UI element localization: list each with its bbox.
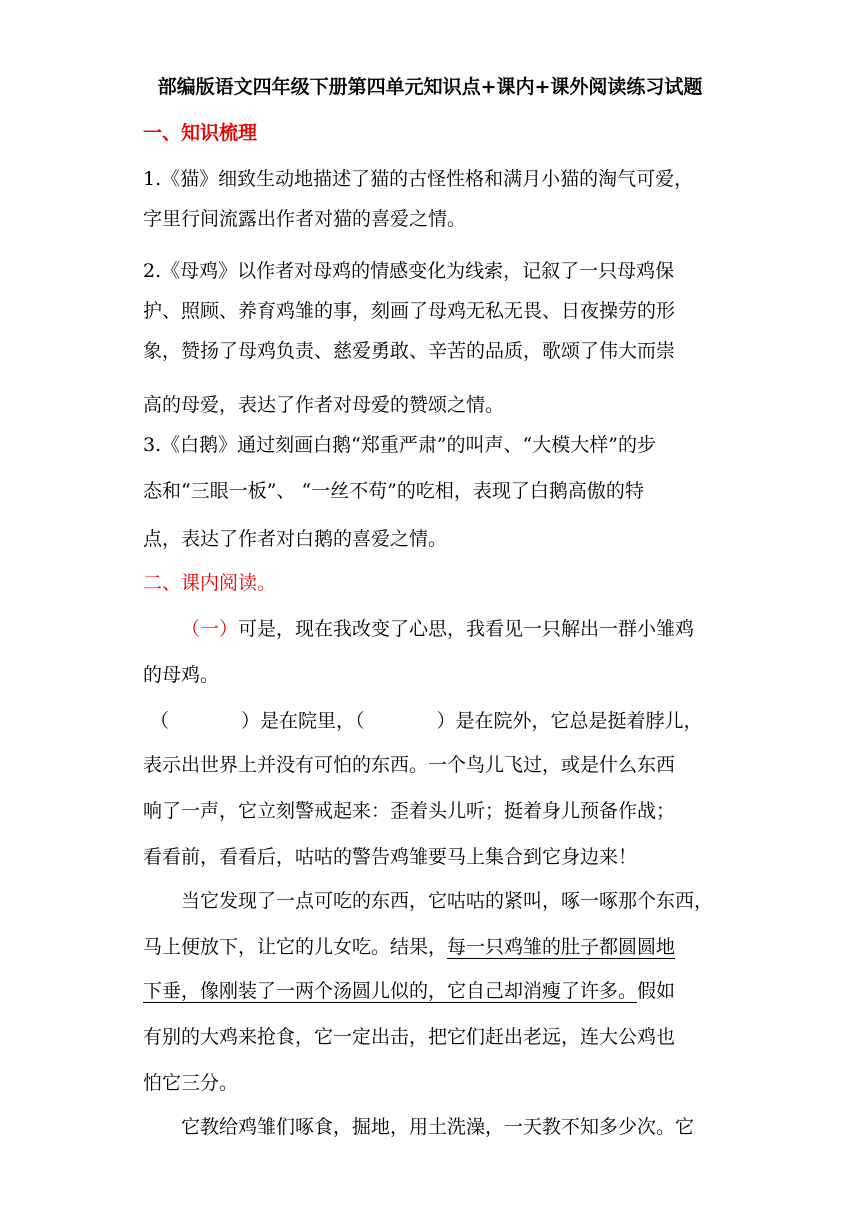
passage-text: 可是，现在我改变了心思，我看见一只解出一群小雏鸡 [238, 618, 695, 640]
paragraph-line: 高的母爱，表达了作者对母爱的赞颂之情。 [143, 394, 505, 416]
paragraph-line: 象，赞扬了母鸡负责、慈爱勇敢、辛苦的品质，歌颂了伟大而崇 [143, 340, 676, 362]
paragraph-line [143, 976, 675, 1006]
fill-blank-line [150, 706, 703, 736]
section-heading-reading: 二、课内阅读。 [143, 572, 277, 594]
blank-mid-text: ）是在院里，（ [241, 710, 365, 732]
paragraph-line: 当它发现了一点可吃的东西，它咕咕的紧叫，啄一啄那个东西， [181, 890, 714, 912]
paragraph-line: 的母鸡。 [143, 664, 220, 686]
paragraph-line: 怕它三分。 [143, 1072, 239, 1094]
paragraph-line: 响了一声，它立刻警戒起来：歪着头儿听；挺着身儿预备作战； [143, 800, 676, 822]
passage-text: 假如 [637, 980, 676, 1002]
paragraph-line: 3.《白鹅》通过刻画白鹅“郑重严肃”的叫声、“大模大样”的步 [143, 434, 656, 456]
paragraph-line: 点，表达了作者对白鹅的喜爱之情。 [143, 528, 448, 550]
blank-open-paren: （ [150, 710, 170, 732]
paragraph-line: 表示出世界上并没有可怕的东西。一个鸟儿飞过，或是什么东西 [143, 754, 676, 776]
paragraph-line: 2.《母鸡》以作者对母鸡的情感变化为线索，记叙了一只母鸡保 [143, 260, 675, 282]
section-heading-knowledge: 一、知识梳理 [143, 122, 258, 144]
paragraph-line: 有别的大鸡来抢食，它一定出击，把它们赶出老远，连大公鸡也 [143, 1026, 676, 1048]
paragraph-line: 字里行间流露出作者对猫的喜爱之情。 [143, 208, 467, 230]
paragraph-line: 它教给鸡雏们啄食，掘地，用土洗澡，一天教不知多少次。它 [181, 1116, 695, 1138]
underlined-sentence: 每一只鸡雏的肚子都圆圆地 [447, 936, 676, 958]
paragraph-line: 1.《猫》细致生动地描述了猫的古怪性格和满月小猫的淘气可爱， [143, 168, 694, 190]
paragraph-line: 看看前，看看后，咕咕的警告鸡雏要马上集合到它身边来！ [143, 846, 638, 868]
paragraph-line [181, 614, 694, 644]
underlined-sentence: 下垂，像刚装了一两个汤圆儿似的，它自己却消瘦了许多。 [143, 980, 638, 1002]
paragraph-line: 态和“三眼一板”、 “一丝不苟”的吃相，表现了白鹅高傲的特 [143, 480, 644, 502]
passage-marker: （一） [181, 618, 239, 640]
document-title: 部编版语文四年级下册第四单元知识点+课内+课外阅读练习试题 [157, 76, 703, 98]
paragraph-line: 护、照顾、养育鸡雏的事，刻画了母鸡无私无畏、日夜操劳的形 [143, 300, 676, 322]
passage-text: 马上便放下，让它的儿女吃。结果， [143, 936, 448, 958]
blank-end-text: ）是在院外，它总是挺着脖儿， [436, 710, 703, 732]
paragraph-line [143, 932, 675, 962]
